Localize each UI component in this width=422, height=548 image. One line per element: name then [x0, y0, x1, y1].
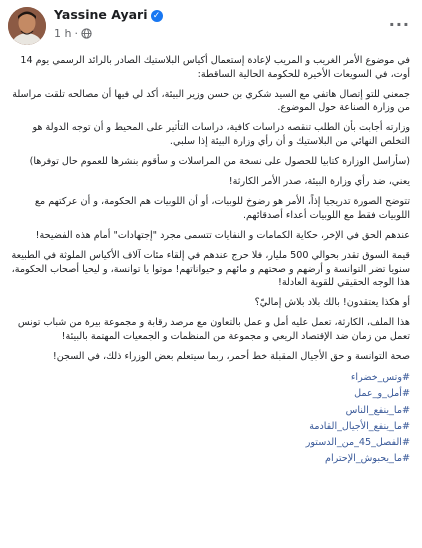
hashtag-link[interactable]: #ما_يحبوش_الإحترام — [325, 453, 410, 465]
post-paragraph: قيمة السوق تقدر بحوالي 500 مليار، فلا حرج عندهم في إلقاء مئات آلاف الأكياس الملوثة في الطبيعة سنويا تضر التوانسة و أرضهم و صحتهم و مائهم و حيواناتهم! موتوا يا توانسة، و ليحيا أصحاب الحكومة، هذا الوجه الحقيقي للقوية العادلة! — [11, 250, 410, 289]
post-paragraph: (سأراسل الوزارة كتابيا للحصول على نسخة من المراسلات و سأقوم بنشرها للعموم حال توفرها) — [29, 156, 410, 168]
hashtag-list — [10, 370, 410, 467]
post-paragraph: تتوضح الصورة تدريجيا إذاً، الأمر هو رضوخ للوبيات، أو أن اللوبيات هم الحكومة، و أن عركتهم مع اللوبيات فقط مع اللوبيات أعداء أصدقائهم. — [34, 196, 410, 221]
globe-icon — [81, 28, 92, 39]
post-paragraph: يعني، ضد رأي وزارة البيئة، صدر الأمر الكارثة! — [228, 176, 410, 188]
separator-dot-icon: · — [74, 27, 78, 40]
post-header — [0, 0, 422, 50]
hashtag-link[interactable]: #الفصل_45_من_الدستور — [305, 437, 410, 448]
post-meta — [54, 27, 92, 40]
post-paragraph: جمعني للتو إتصال هاتفي مع السيد شكري بن حسن وزير البيئة، أكد لي فيها أن مصالحه تلقت مراسلة من وزارة الصناعة حول الموضوع. — [12, 88, 410, 114]
post-paragraph: هذا الملف، الكارثة، تعمل عليه أمل و عمل بالتعاون مع مرصد رقابة و مجموعة بيرة من شباب تونس تعمل من زمان ضد الإقتصاد الريعي و مجموعة من المنظمات و الجمعيات المهتمة بالبيئة! — [17, 317, 410, 342]
verified-badge-icon: ✓ — [151, 10, 163, 22]
post-paragraph: وزارته أجابت بأن الطلب تنقصه دراسات كافية، دراسات التأثير على المحيط و أن توجه الدولة هو التخلص النهائي من البلاستيك و أن رأي وزارة البيئة إذا سلبي. — [32, 122, 410, 147]
hashtag-link[interactable]: #ما_ينفع_الأجيال_القادمة — [309, 420, 410, 432]
post-paragraph: عندهم الحق في الإخر، حكاية الكمامات و النفايات تتسمى مجرد "إجتهادات" أمام هذه الفضيحة! — [35, 229, 410, 241]
post-body — [10, 54, 410, 467]
post-time[interactable]: 1 h — [54, 27, 72, 40]
post-paragraph: في موضوع الأمر الغريب و المريب لإعادة إستعمال أكياس البلاستيك الصادر بالرائد الرسمي يوم 14 أوت، في السويعات الأخيرة للحكومة الحالية الساقطة: — [20, 55, 410, 80]
hashtag-link[interactable]: #وتس_خضراء — [350, 372, 410, 384]
author-name[interactable] — [54, 7, 163, 22]
more-options-icon[interactable]: ... — [388, 11, 410, 30]
post-paragraph: صحة التوانسة و حق الأجيال المقبلة خط أحمر، ربما سيتعلم بعض الوزراء ذلك، في السجن! — [52, 351, 410, 363]
post-paragraph: أو هكذا يعتقدون! بالك بلاد بلاش إماليّ؟ — [254, 297, 410, 309]
author-name-text[interactable]: Yassine Ayari — [54, 7, 148, 22]
hashtag-link[interactable]: #ما_ينفع_الناس — [345, 404, 410, 416]
avatar-photo-icon — [8, 7, 46, 45]
author-avatar[interactable] — [8, 7, 46, 45]
hashtag-link[interactable]: #أمل_و_عمل — [354, 388, 410, 400]
